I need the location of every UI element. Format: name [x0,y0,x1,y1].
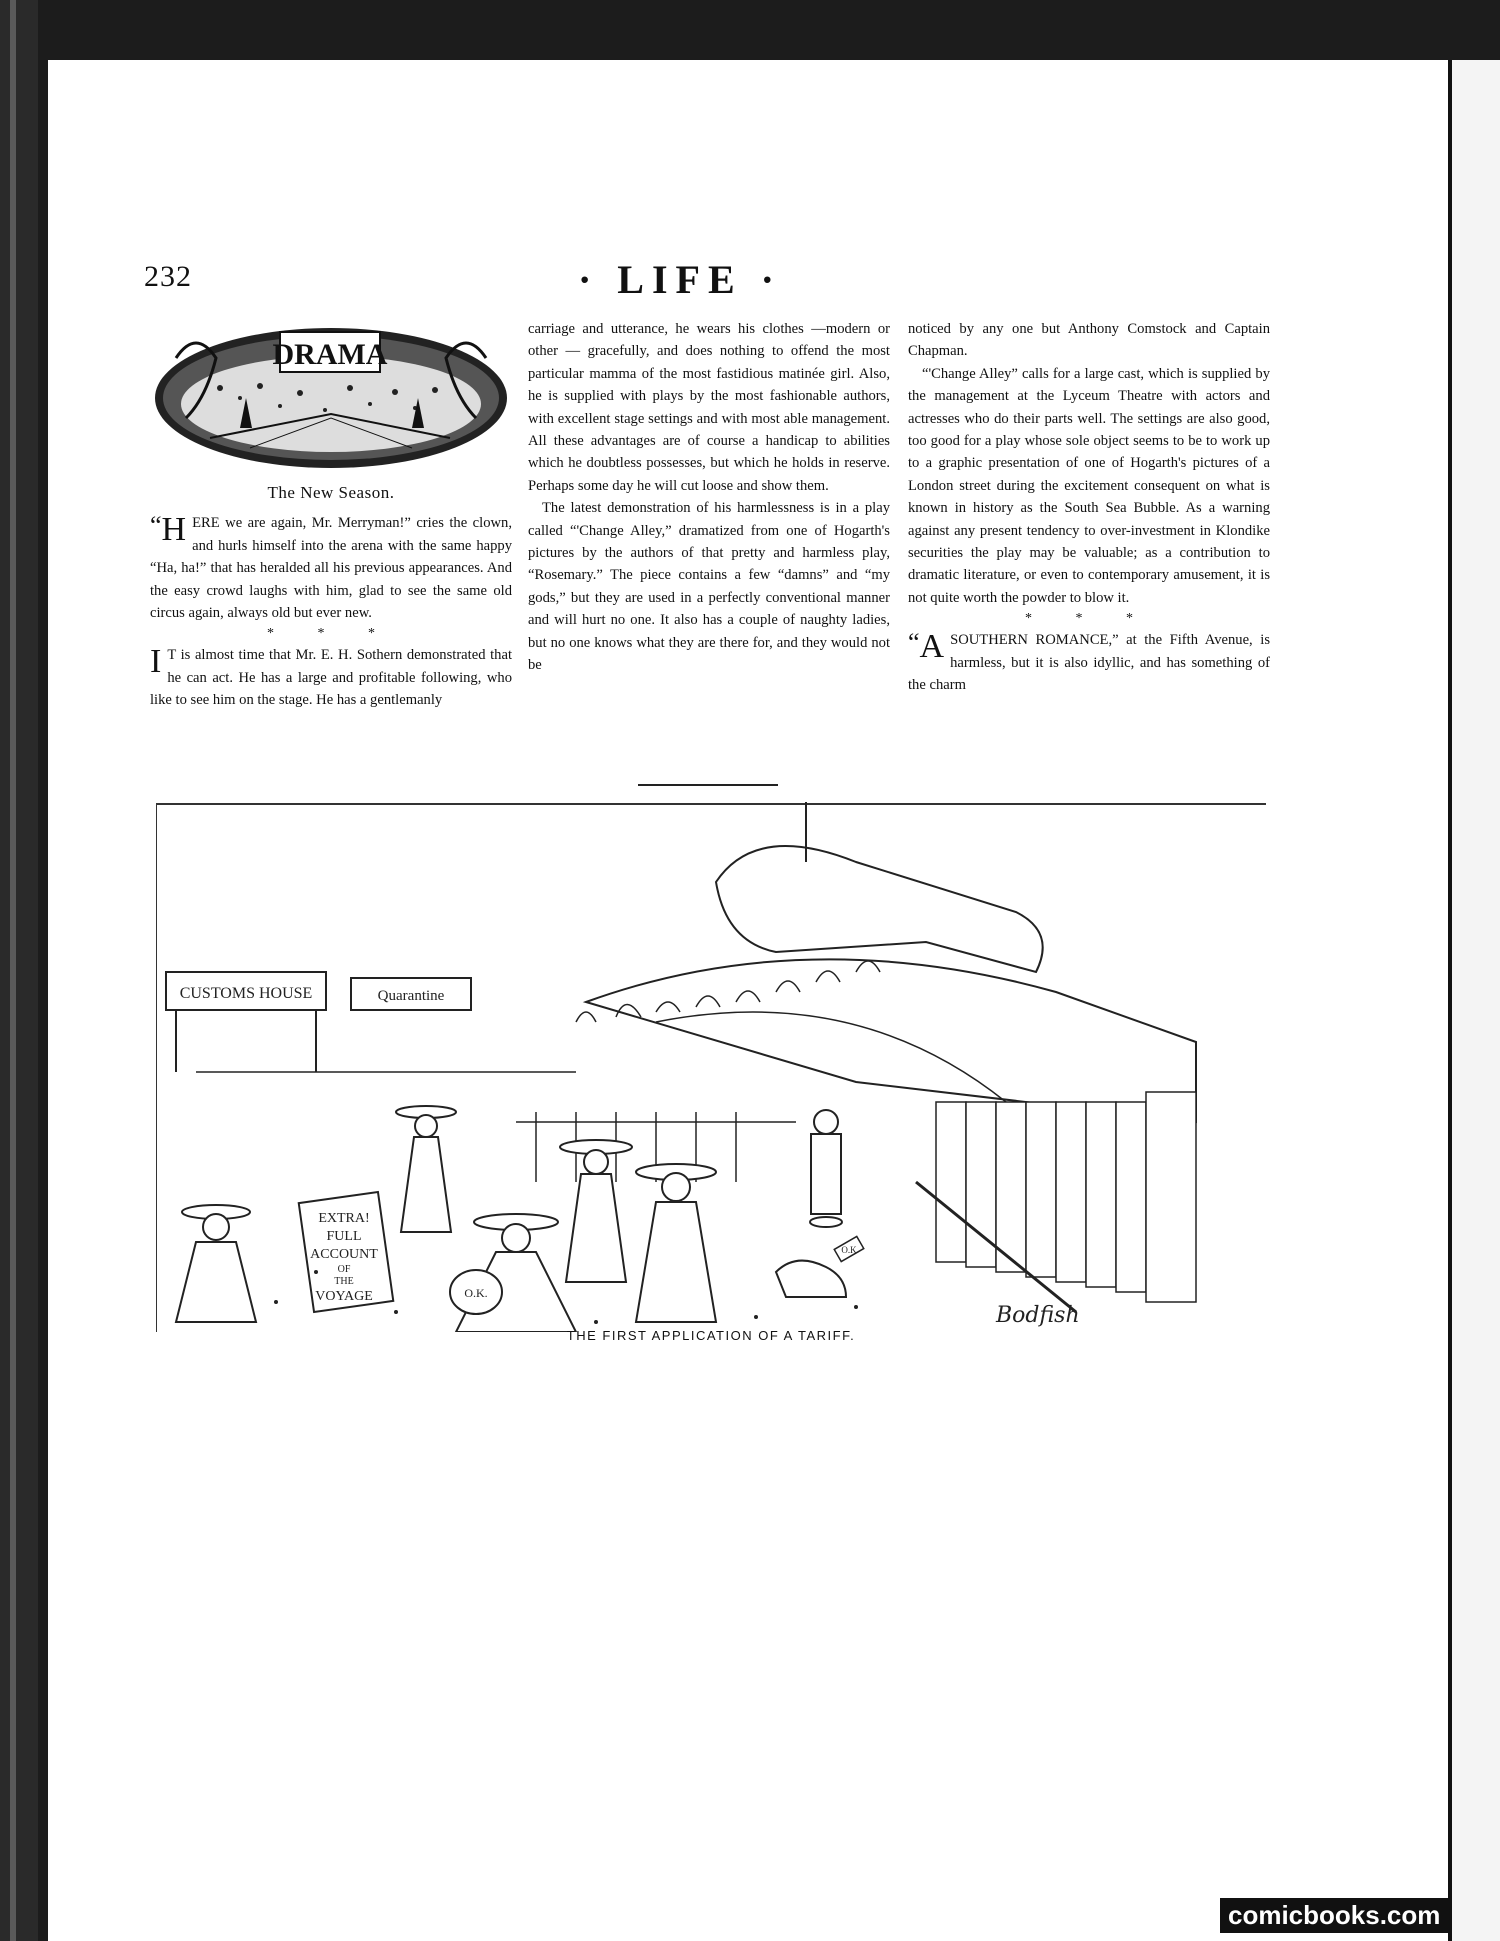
customs-house-sign: CUSTOMS HOUSE [179,985,313,1002]
paragraph-1-text: ERE we are again, Mr. Merryman!” cries the clown, and hurls himself into the arena with the same happy “Ha, ha!” that has heralded all his previous appearances. And the easy crowd laughs with him, glad to see the same old circus again, always old but ever new. [150,515,512,622]
column-rule [638,784,778,786]
section-divider-stars-2: * * * [1025,611,1153,627]
paragraph-7 [908,629,1270,696]
ok-bag-label: O.K. [464,1286,488,1300]
drama-banner-illustration [150,318,512,478]
cartoon-drawing [156,802,1266,1332]
placard-line-3: ACCOUNT [310,1247,378,1262]
paragraph-7-text: SOUTHERN ROMANCE,” at the Fifth Avenue, is harmless, but it is also idyllic, and has something of the charm [908,632,1270,694]
section-heading: The New Season. [267,483,395,502]
dropcap-quote: “ [150,511,162,541]
placard-line-5: THE [334,1276,354,1287]
paragraph-2-text: T is almost time that Mr. E. H. Sothern demonstrated that he can act. He has a large and profitable following, who like to see him on the stage. He has a gentlemanly [150,647,512,709]
watermark: comicbooks.com [1220,1898,1448,1933]
section-divider-stars: * * * [267,626,395,642]
dropcap-i: I [150,643,162,681]
placard-line-4: OF [337,1264,351,1275]
illustration-caption: THE FIRST APPLICATION OF A TARIFF. [566,1328,856,1343]
placard-line-6: VOYAGE [315,1289,373,1304]
paragraph-4: The latest demonstration of his harmlessness is in a play called “'Change Alley,” dramatized from one of Hogarth's pictures by the authors of that pretty and harmless play, “Rosemary.” The piece contains a few “damns” and “my gods,” but they are used in a perfectly conventional manner and will hurt no one. It also has a couple of naughty ladies, but no one knows what they are there for, and they would not be [528,500,890,674]
paragraph-1 [150,512,512,624]
cartoon-illustration [156,802,1266,1332]
placard-line-2: FULL [326,1229,362,1244]
page-number: 232 [144,260,192,293]
column-2 [528,318,890,677]
ok-tag-label: O.K [841,1245,857,1255]
quarantine-sign: Quarantine [377,988,445,1004]
paragraph-3: carriage and utterance, he wears his clothes —modern or other — gracefully, and does nothing to offend the most particular mamma of the most fastidious matinée girl. Also, he is supplied with plays by the most fashionable authors, with excellent stage settings and with most able management. All these advantages are of course a handicap to abilities which he doubtless possesses, but which he holds in reserve. Perhaps some day he will cut loose and show them. [528,321,890,494]
scan-edge-left [0,0,38,1941]
column-3 [908,318,1270,697]
masthead-title: · LIFE · [577,257,783,302]
next-page-edge [1452,60,1500,1941]
paragraph-5: noticed by any one but Anthony Comstock and Captain Chapman. [908,321,1270,360]
placard-line-1: EXTRA! [318,1211,370,1226]
extra-placard-text [310,1211,378,1304]
artist-signature: Bodfish [996,1303,1080,1328]
dropcap-quote-2: “ [908,628,920,658]
paragraph-2 [150,644,512,711]
column-1 [150,318,512,712]
drama-banner-title: DRAMA [272,338,388,371]
paragraph-6: “'Change Alley” calls for a large cast, which is supplied by the management at the Lyceum Theatre with actors and actresses who do their parts well. The settings are also good, too good for a play whose sole object seems to be to work up to a graphic presentation of one of Hogarth's pictures of a London street during the excitement consequent on what is known in history as the South Sea Bubble. As a warning against any present tendency to over-investment in Klondike securities the play may be valuable; as a contribution to dramatic literature, or even to contemporary amusement, it is not quite worth the powder to blow it. [908,365,1270,606]
dropcap-a: A [919,628,945,666]
scan-edge-stripe [10,0,16,1941]
dropcap-h: H [161,511,187,549]
